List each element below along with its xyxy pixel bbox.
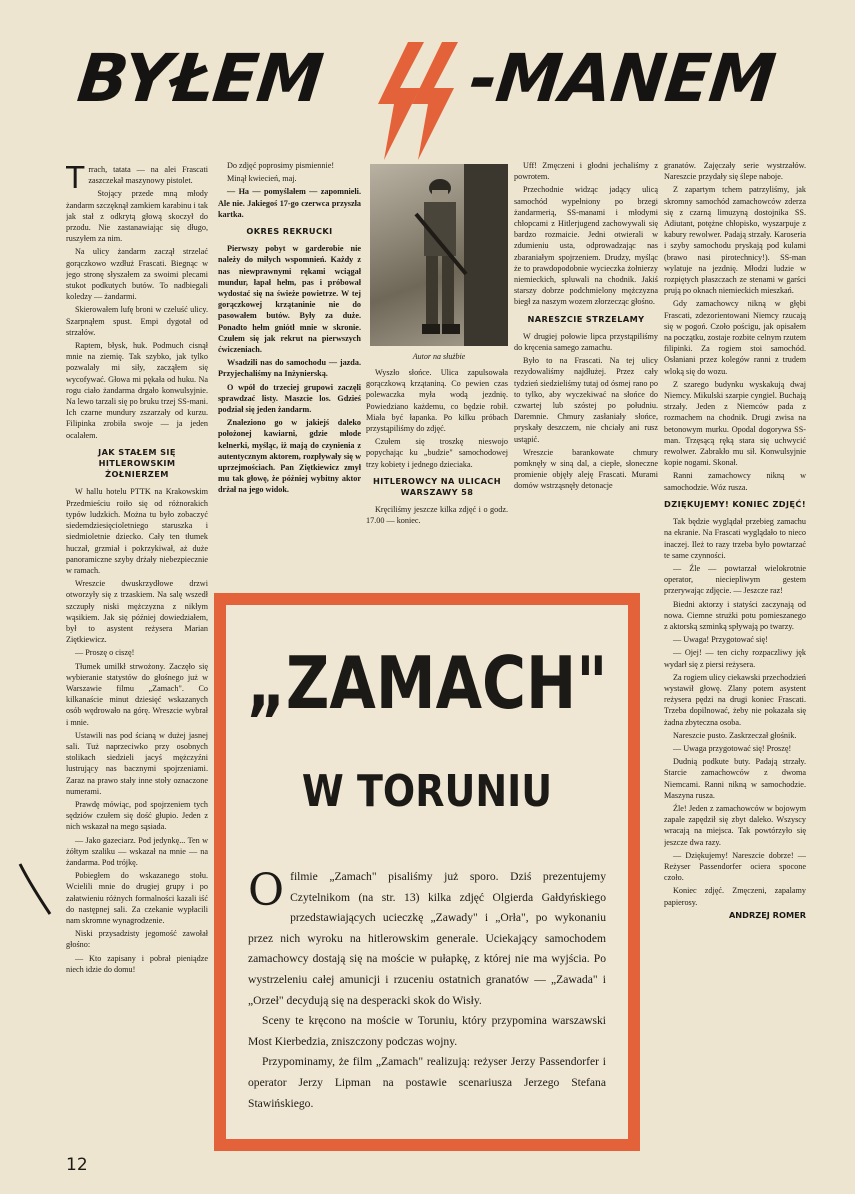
section-heading: JAK STAŁEM SIĘ HITLEROWSKIM ŻOŁNIERZEM [98,446,176,480]
paragraph: Za rogiem ulicy ciekawski przechodzień wystawił głowę. Zlany potem asystent reżysera pędzi na drugi koniec Frascati. Trzeba dopilnować, żeby nie pokazała się żadna zbyteczna osoba. [664,672,806,727]
soldier-figure-icon [412,174,468,339]
paragraph: Wreszcie barankowate chmury pomknęły w siną dal, a ciepłe, słoneczne promienie objęły aleję Frascati. Murami domów wstrząsnęły detonacje [514,447,658,491]
paragraph: Nareszcie pusto. Zaskrzeczał głośnik. [673,730,797,740]
paragraph: Wreszcie dwuskrzydłowe drzwi otworzyły się z trzaskiem. Na salę wszedł szczupły niski mężczyzna z nikłym wąsikiem. Jak się później dowiedziałem, był to asystent reżysera Marian Ziętkiewicz. [66,579,208,645]
paragraph: Było to na Frascati. Na tej ulicy rezydowaliśmy najdłużej. Przez cały tydzień siedzieliśmy tutaj od ósmej rano po to tylko, aby wyczekiwać na słońce do czwartej lub szóstej po południu. Daremnie. Chmury zasłaniały słońce, pryskały deszczem, nie chciały ani rusz ustąpić. [514,356,658,444]
paragraph: — Dziękujemy! Nareszcie dobrze! — Reżyser Passendorfer ociera spocone czoło. [664,850,806,883]
paragraph: Znaleziono go w jakiejś daleko położonej kawiarni, gdzie młode kelnerki, myśląc, iż mają do czynienia z autentycznym aktorem, rozpływały się w uprzejmościach. Pan Ziętkiewicz zmył mu tak głowę, że później wybitny aktor drżał na jego widok. [218,418,361,495]
paragraph: — Ojej! — ten cichy rozpaczliwy jęk wydarł się z piersi reżysera. [664,648,806,669]
box-dropcap: O [248,865,285,916]
dropcap-t: T [66,164,85,196]
paragraph: Gdy zamachowcy nikną w głębi Frascati, zdezorientowani Niemcy rzucają się w pogoń. Czoło pościgu, jak opisałem na początku, zostaje rozbite celnym rzutem filipinki. Za rogiem stoi samochód. Osłaniani przez kolegów ranni z trudem wloką się do wozu. [664,299,806,376]
paragraph: — Uwaga! Przygotować się! [673,635,768,645]
box-subtitle: W TORUNIU [301,765,553,817]
paragraph: filmie „Zamach" pisaliśmy już sporo. Dziś prezentujemy Czytelnikom (na str. 13) kilka zdjęć Olgierda Gałdyńskiego przedstawiających ucieczkę „Zawady" i „Orła", po wykonaniu przez nich wyroku na hitlerowskim generale. Uciekający samochodem zamachowcy dostają się na moście w pułapkę, z której nie ma wyjścia. Po wystrzeleniu całej amunicji i rzuceniu ostatnich granatów — „Zawada" i „Orzeł" decydują się na desperacki skok do Wisły. [248,870,606,1007]
section-heading: NARESZCIE STRZELAMY [527,313,645,324]
paragraph: Pobiegłem do wskazanego stołu. Wcielili mnie do drugiej grupy i po załatwieniu różnych formalności kazali iść do następnej sali. Za czekanie wypłacili nam skromne wynagrodzenie. [66,871,208,925]
paragraph: granatów. Zajęczały serie wystrzałów. Nareszcie przydały się ślepe naboje. [664,161,806,182]
paragraph: — Kto zapisany i pobrał pieniądze niech idzie do domu! [66,953,208,974]
section-heading: HITLEROWCY NA ULICACH WARSZAWY 58 [373,475,501,498]
column-4 [514,160,658,585]
paragraph: Dudnią podkute buty. Padają strzały. Starcie zamachowców z dwoma Niemcami. Ranni nikną w samochodzie. Maszyna rusza. [664,757,806,800]
paragraph: Z zapartym tchem patrzyliśmy, jak skromny samochód zamachowców zderza się z czarną limuzyną dostojnika SS. Adiutant, potężne chłopisko, wyszarpuje z kabury rewolwer. Padają strzały. Karoseria i szyby samochodu pryskają pod kulami (brawo nasi pirotechnicy!). SS-man wylatuje na jezdnię. Młodzi ludzie w rozpiętych płaszczach ze stenami w garści prują po oknach niemieckich mieszkań. [664,185,806,296]
zamach-sidebar-box [214,593,640,1151]
paragraph: Sceny te kręcono na moście w Toruniu, który przypomina warszawski Most Kierbedzia, zniszczony podczas wojny. [248,1014,606,1048]
paragraph: Raptem, błysk, huk. Podmuch cisnął mnie na ziemię. Tak szybko, jak tylko pozwalały mi siły, zacząłem się wycofywać. Głowa mi pękała od huku. Na rogu ciało żandarma drgało konwulsyjnie. Na lewo tarzali się po bruku trzej SS-mani. Ich czarne mundury zszarzały od kurzu. Filipinka zrobiła swoje — ja jeden ocalałem. [66,341,208,440]
column-3 [366,367,508,587]
paragraph: Czułem się troszkę nieswojo popychając ku „budzie" samochodowej trzy kobiety i jednego dzieciaka. [366,437,508,469]
paragraph: Tłumek umilkł strwożony. Zaczęło się wybieranie statystów do głośnego już w Warszawie filmu „Zamach". Co kilkanaście minut dziesięć wskazanych osób wędrowało na górę. Wreszcie wybrał i mnie. [66,661,208,727]
page-number: 12 [66,1155,88,1175]
column-2 [218,160,361,585]
paragraph: — Ha — pomyślałem — zapomnieli. Ale nie. Jakiegoś 17-go czerwca przyszła kartka. [218,187,361,219]
paragraph: Ustawili nas pod ścianą w dużej jasnej sali. Tuż naprzeciwko przy osobnych stolikach siedzieli jacyś mężczyźni lustrujący nas bacznymi spojrzeniami. Zaraz na prawo stały inne stoły oznaczone numerami. [66,730,208,796]
paragraph: Przechodnie widząc jadący ulicą samochód wypełniony po brzegi żandarmerią, SS-manami i młodymi chłopcami z Hitlerjugend zachowywali się bardzo rozmaicie. Jedni otwierali w zdumieniu usta, odprowadzając nas zbaraniałym spojrzeniem. Drudzy, myśląc że to prawdopodobnie wycieczka żołnierzy niemieckich, spluwali na chodnik. Jakiś starszy dobrze podchmielony mężczyzna biegł za naszym wozem złorzecząc głośno. [514,185,658,307]
paragraph: Wyszło słońce. Ulica zapulsowała gorączkową krzątaniną. Co pewien czas polewaczka myła wodą jezdnię. Powiedziano każdemu, co będzie robił. Miała być łapanka. Po kilku próbach przystąpiliśmy do zdjęć. [366,368,508,434]
paragraph: Pierwszy pobyt w garderobie nie należy do miłych wspomnień. Każdy z nas niewprawnymi rękami wciągał mundur, łapał hełm, pas i próbował wydostać się na świeże powietrze. W tej gorączkowej krzątaninie nie do pasowałem butów. Były za duże. Ponadto hełm gniótł mnie w skronie. Czułem się jak rekrut na pierwszych ćwiczeniach. [218,244,361,355]
paragraph: Ranni zamachowcy nikną w samochodzie. Wóz rusza. [664,471,806,492]
paragraph: W drugiej połowie lipca przystąpiliśmy do kręcenia samego zamachu. [514,331,658,353]
article-headline [0,38,855,163]
column-5 [664,160,806,1144]
paragraph: Stojący przede mną młody żandarm szczęknął zamkiem karabinu i tak jak stał z odkrytą głową skoczył do przodu. Nie zastanawiając się długo, ruszyłem za nim. [66,189,208,244]
photo-caption: Autor na służbie [412,352,466,361]
headline-word-2: -MANEM [465,40,779,117]
paragraph: Na ulicy żandarm zaczął strzelać gorączkowo wzdłuż Frascati. Biegnąc w jego stronę słyszałem za swoimi plecami stukot podkutych butów. To nadbiegali koledzy — żandarmi. [66,247,208,302]
ss-runes-icon [378,42,468,162]
box-title: „ZAMACH" [246,642,608,726]
pen-mark-icon [16,860,56,920]
column-1 [66,164,208,1146]
paragraph: Źle! Jeden z zamachowców w bojowym zapale zapędził się zbyt daleko. Wszyscy wracają na miejsca. Tak powtórzyło się jeszcze dwa razy. [664,803,806,847]
paragraph: Niski przysadzisty jegomość zawołał głośno: [66,929,208,950]
author-signature: ANDRZEJ ROMER [728,909,806,920]
paragraph: O wpół do trzeciej grupowi zaczęli sprawdzać listy. Maszcie los. Gdzieś podział się jeden żandarm. [218,382,361,415]
paragraph: — Źle — powtarzał wielokrotnie operator, nieciepliwym gestem przerywając zdjęcie. — Jeszcze raz! [664,563,806,596]
paragraph: Tak będzie wyglądał przebieg zamachu na ekranie. Na Frascati wyglądało to nieco inaczej. Ileż to razy trzeba było powtarzać te same czynności. [664,517,806,560]
paragraph: — Proszę o ciszę! [75,648,135,658]
paragraph: rrach, tatata — na alei Frascati zaszczekał maszynowy pistolet. [88,165,208,186]
paragraph: — Uwaga przygotować się! Proszę! [673,743,792,753]
paragraph: Biedni aktorzy i statyści zaczynają od nowa. Ciemne strużki potu pomieszanego z aktorską szminką spływają po twarzy. [664,599,806,631]
paragraph: — Jako gazeciarz. Pod jedynkę... Ten w żółtym szaliku — wskazał na mnie — na żandarma. Pod trójkę. [66,835,208,867]
paragraph: Skierowałem lufę broni w czeluść ulicy. Szarpnąłem spust. Empi dygotał od strzałów. [66,305,208,337]
paragraph: Koniec zdjęć. Zmęczeni, zapalamy papierosy. [664,886,806,907]
paragraph: Prawdę mówiąc, pod spojrzeniem tych sędziów czułem się dość głupio. Jeden z nich wskazał na mego sąsiada. [66,799,208,832]
paragraph: Uff! Zmęczeni i głodni jechaliśmy z powrotem. [514,161,658,182]
headline-word-1: BYŁEM [73,40,326,117]
paragraph: Minął kwiecień, maj. [227,174,297,184]
paragraph: Z szarego budynku wyskakują dwaj Niemcy. Mikulski szarpie cyngiel. Buchają strzały. Jeden z Niemców pada z rozmachem na chodnik. Drugi zwisa na betonowym murku. Opodal dogorywa SS-man. Trzęsącą ręką stara się uchwycić rewolwer. Zabrakło mu sił. Konwulsyjnie kopie nogami. Skonał. [664,379,806,468]
section-heading: OKRES REKRUCKI [246,226,333,237]
box-body [248,867,606,1114]
section-heading: DZIĘKUJEMY! KONIEC ZDJĘĆ! [664,498,806,509]
paragraph: Przypominamy, że film „Zamach" realizują: reżyser Jerzy Passendorfer i operator Jerzy Lipman na postawie scenariusza Jerzego Stefana Stawińskiego. [248,1055,606,1110]
soldier-photo [370,164,508,346]
paragraph: Do zdjęć poprosimy pismiennie! [227,161,335,170]
paragraph: Kręciliśmy jeszcze kilka zdjęć i o godz. 17.00 — koniec. [366,505,508,526]
paragraph: W hallu hotelu PTTK na Krakowskim Przedmieściu roiło się od różnorakich typów ludzkich. Można tu było zobaczyć siedemdziesięcioletniego staruszka i siedmioletnie dziecko. Cały ten tłumek huczał, grzmiał i pokrzykiwał, aż duże panoramiczne szyby drżały niebezpiecznie w ramach. [66,487,208,575]
paragraph: Wsadzili nas do samochodu — jazda. Przyjechaliśmy na Inżynierską. [218,358,361,379]
